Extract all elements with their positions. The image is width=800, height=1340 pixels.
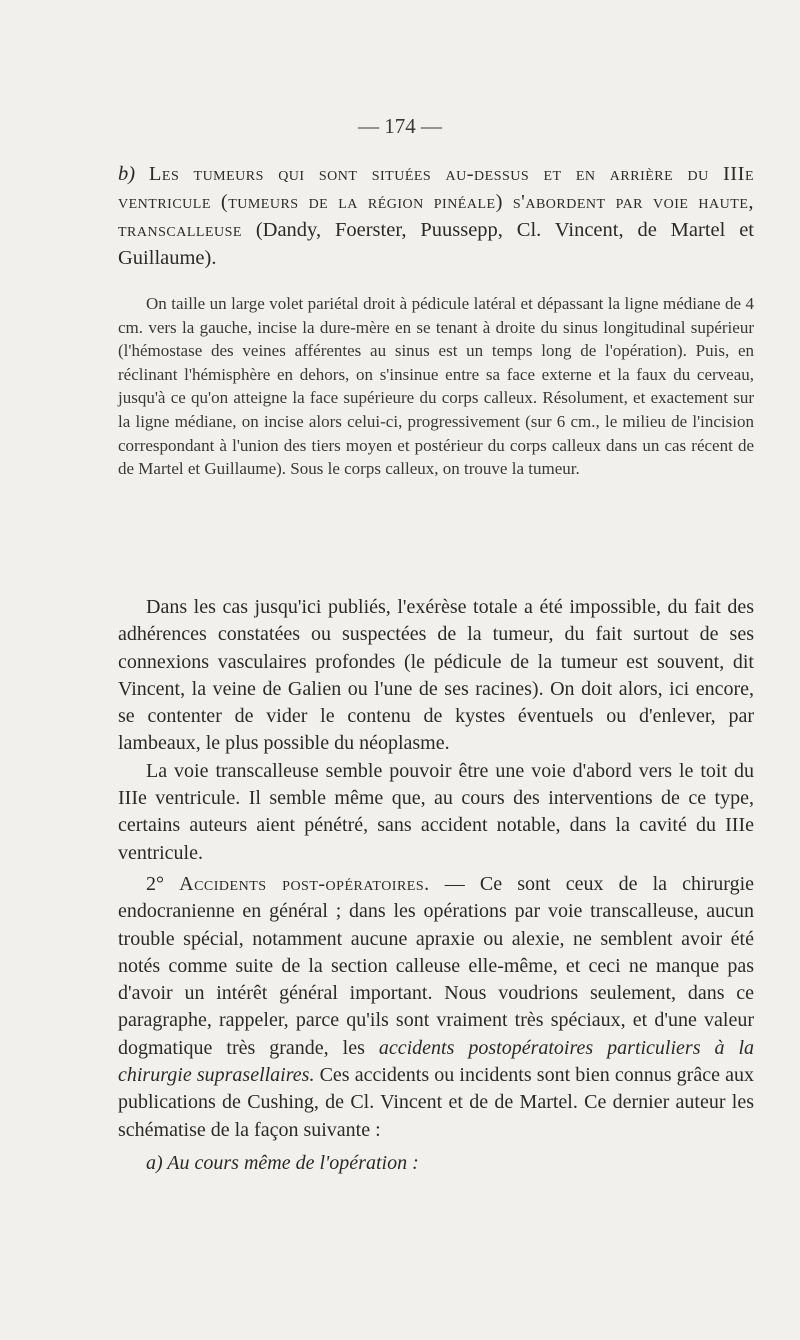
section-2-text-b: Ces accidents ou incidents sont bien connus grâce aux publications de Cushing, de Cl. Vincent et de de Martel. Ce dernier auteur les schématise de la façon suivante : [118,1064,754,1141]
subheading-a: a) Au cours même de l'opération : [146,1151,419,1174]
section-b-heading-smallcaps: Les tumeurs qui sont situées au-dessus et en arrière du IIIe ventricule (tumeurs de la région pinéale) s'abordent par voie haute, transcalleuse [118,163,754,241]
section-b-heading [118,160,754,272]
section-b-heading-authors: (Dandy, Foerster, Puussepp, Cl. Vincent, de Martel et Guillaume). [118,219,754,269]
section-2-italic: accidents postopératoires particuliers à la chirurgie suprasellaires. [118,1036,755,1087]
main-text [118,594,754,1177]
paragraph-exerese: Dans les cas jusqu'ici publiés, l'exérèse totale a été impossible, du fait des adhérences constatées ou suspectées de la tumeur, du fait surtout de ses connexions vasculaires profondes (le pédicule de la tumeur est souvent, dit Vincent, la veine de Galien ou l'une de ses racines). On doit alors, ici encore, se contenter de vider le contenu de kystes éventuels ou d'enlever, par lambeaux, le plus possible du néoplasme. [118,596,754,755]
section-2-paragraph [118,871,754,1144]
procedure-description [118,292,754,481]
section-b-label: b) [118,163,136,185]
procedure-paragraph: On taille un large volet pariétal droit à pédicule latéral et dépassant la ligne médiane de 4 cm. vers la gauche, incise la dure-mère en se tenant à droite du sinus longitudinal supérieur (l'hémostase des veines afférentes au sinus est un temps long de l'opération). Puis, en réclinant l'hémisphère en dehors, on s'insinue entre sa face externe et la faux du cerveau, jusqu'à ce qu'on atteigne la face supérieure du corps calleux. Résolument, et exactement sur la ligne médiane, on incise alors celui-ci, progressivement (sur 6 cm., le milieu de l'incision correspondant à l'union des tiers moyen et postérieur du corps calleux dans un cas récent de de Martel et Guillaume). Sous le corps calleux, on trouve la tumeur. [118,294,754,479]
section-2-text-a: — Ce sont ceux de la chirurgie endocranienne en général ; dans les opérations par voie transcalleuse, aucun trouble spécial, notamment aucune apraxie ou alexie, ne semblent avoir été notés comme suite de la section calleuse elle-même, et ceci ne manque pas d'avoir un intérêt général important. Nous voudrions seulement, dans ce paragraphe, rappeler, parce qu'ils sont vraiment très spéciaux, et d'une valeur dogmatique très grande, les [118,872,755,1059]
section-2-heading: Accidents post-opératoires. [179,872,430,895]
section-2-number: 2° [146,872,164,895]
page-number: — 174 — [358,114,442,138]
paragraph-transcalleuse: La voie transcalleuse semble pouvoir être une voie d'abord vers le toit du IIIe ventricule. Il semble même que, au cours des interventions de ce type, certains auteurs aient pénétré, sans accident notable, dans la cavité du IIIe ventricule. [118,759,754,864]
